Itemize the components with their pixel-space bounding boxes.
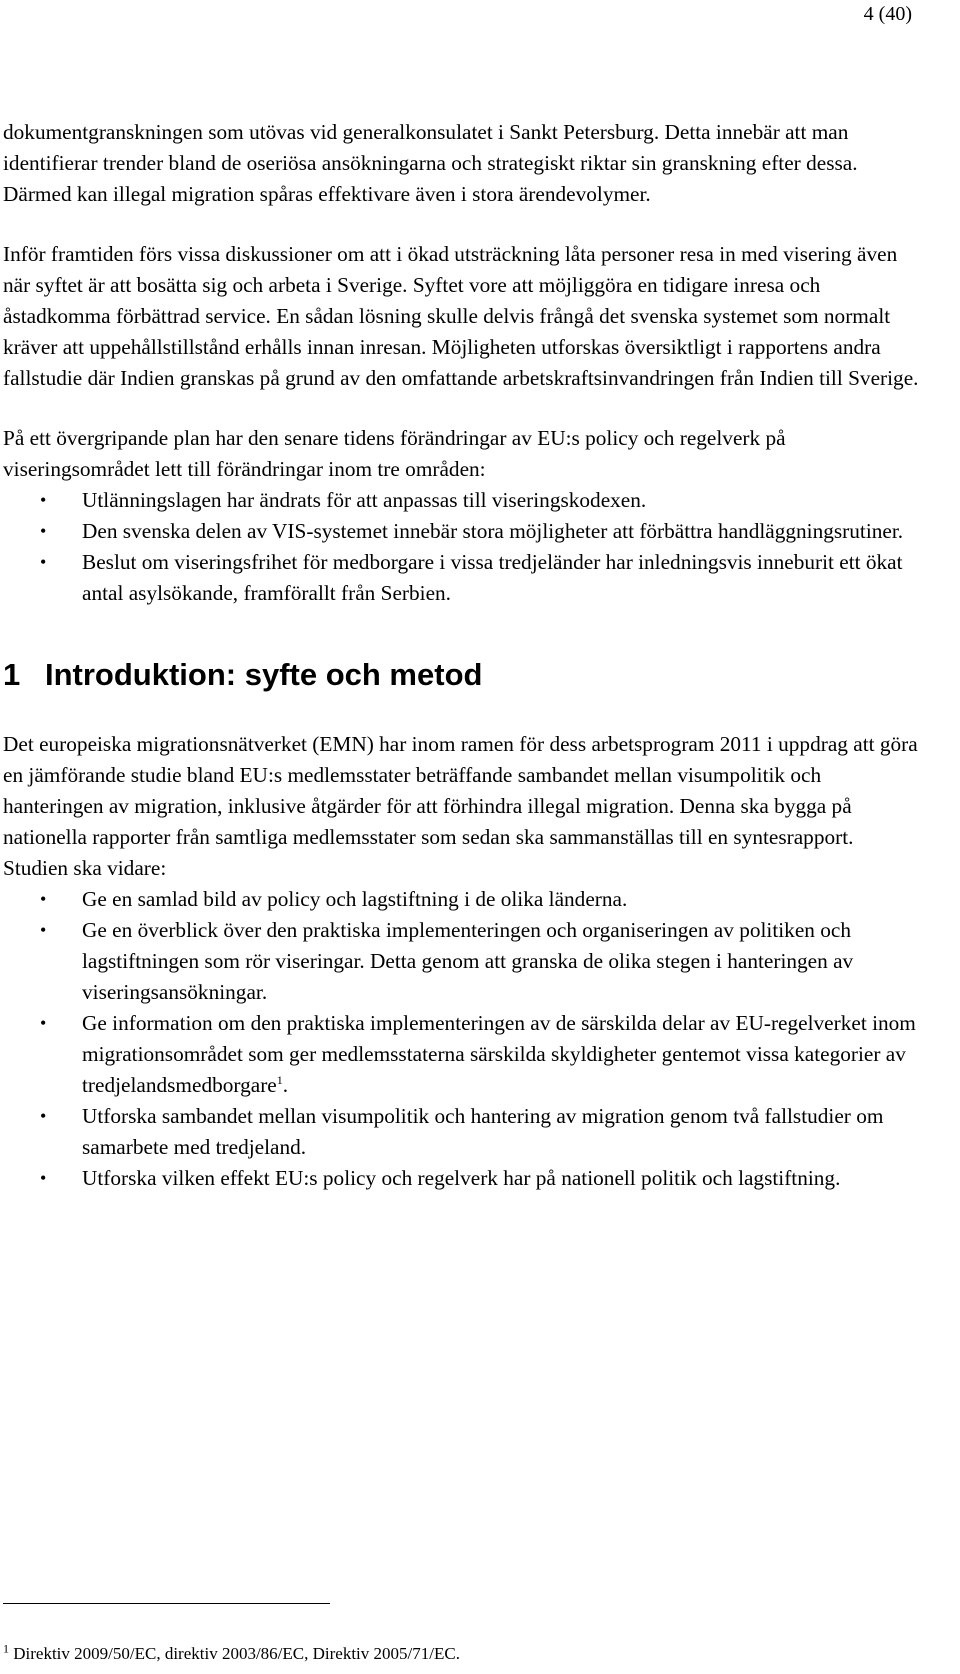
section-heading <box>0 655 960 695</box>
footnote-reference[interactable]: 1 <box>276 1072 283 1087</box>
section-number: 1 <box>3 657 21 692</box>
list-item-text: Beslut om viseringsfrihet för medborgare i vissa tredjeländer har inledningsvis inneburit ett ökat antal asylsökande, framförallt från Serbien. <box>82 550 903 605</box>
paragraph: Inför framtiden förs vissa diskussioner om att i ökad utsträckning låta personer resa in med visering även när syftet är att bosätta sig och arbeta i Sverige. Syftet vore att möjliggöra en tidigare inresa och åstadkomma förbättrad service. En sådan lösning skulle delvis frångå det svenska systemet som normalt kräver att uppehållstillstånd erhålls innan inresan. Möjligheten utforskas översiktligt i rapportens andra fallstudie där Indien granskas på grund av den omfattande arbetskraftsinvandringen från Indien till Sverige. <box>3 242 919 390</box>
list-item-text: Den svenska delen av VIS-systemet innebär stora möjligheter att förbättra handläggningsrutiner. <box>82 519 904 543</box>
list-item <box>0 915 960 1008</box>
list-item-text: Utforska sambandet mellan visumpolitik och hantering av migration genom två fallstudier om samarbete med tredjeland. <box>82 1104 884 1159</box>
list-item-text: Ge information om den praktiska implementeringen av de särskilda delar av EU-regelverket inom migrationsområdet som ger medlemsstaterna särskilda skyldigheter gentemot vissa kategorier av tredjelandsmedborgare <box>82 1011 916 1097</box>
page-content <box>0 117 960 1194</box>
list-item-text: Utforska vilken effekt EU:s policy och regelverk har på nationell politik och lagstiftning. <box>82 1166 841 1190</box>
bullet-list <box>0 884 960 1194</box>
bullet-icon: • <box>40 1013 47 1033</box>
list-item <box>0 1101 960 1163</box>
list-item-text: Utlänningslagen har ändrats för att anpassas till viseringskodexen. <box>82 488 647 512</box>
footnote <box>3 1643 460 1665</box>
bullet-icon: • <box>40 521 47 541</box>
bullet-icon: • <box>40 1168 47 1188</box>
paragraph: Det europeiska migrationsnätverket (EMN) har inom ramen för dess arbetsprogram 2011 i uppdrag att göra en jämförande studie bland EU:s medlemsstater beträffande sambandet mellan visumpolitik och hanteringen av migration, inklusive åtgärder för att förhindra illegal migration. Denna ska bygga på nationella rapporter från samtliga medlemsstater som sedan ska sammanställas till en syntesrapport. Studien ska vidare: <box>3 732 918 880</box>
bullet-icon: • <box>40 920 47 940</box>
page-number: 4 (40) <box>863 3 912 25</box>
bullet-icon: • <box>40 490 47 510</box>
footnote-separator <box>3 1603 330 1604</box>
bullet-icon: • <box>40 889 47 909</box>
paragraph: På ett övergripande plan har den senare tidens förändringar av EU:s policy och regelverk på viseringsområdet lett till förändringar inom tre områden: <box>3 426 786 481</box>
list-item <box>0 516 960 547</box>
list-item <box>0 547 960 609</box>
list-item-text: Ge en överblick över den praktiska implementeringen och organiseringen av politiken och lagstiftningen som rör viseringar. Detta genom att granska de olika stegen i hanteringen av viseringsansökningar. <box>82 918 854 1004</box>
footnote-text: Direktiv 2009/50/EC, direktiv 2003/86/EC, Direktiv 2005/71/EC. <box>13 1644 460 1663</box>
list-item-text: Ge en samlad bild av policy och lagstiftning i de olika länderna. <box>82 887 628 911</box>
paragraph: dokumentgranskningen som utövas vid generalkonsulatet i Sankt Petersburg. Detta innebär att man identifierar trender bland de oseriösa ansökningarna och strategiskt riktar sin granskning efter dessa. Därmed kan illegal migration spåras effektivare även i stora ärendevolymer. <box>3 120 858 206</box>
list-item-text-end: . <box>282 1073 289 1097</box>
footnote-marker: 1 <box>3 1641 9 1656</box>
list-item <box>0 1008 960 1101</box>
list-item <box>0 485 960 516</box>
section-title: Introduktion: syfte och metod <box>45 657 483 692</box>
list-item <box>0 1163 960 1194</box>
list-item <box>0 884 960 915</box>
bullet-list <box>0 485 960 609</box>
bullet-icon: • <box>40 1106 47 1126</box>
bullet-icon: • <box>40 552 47 572</box>
